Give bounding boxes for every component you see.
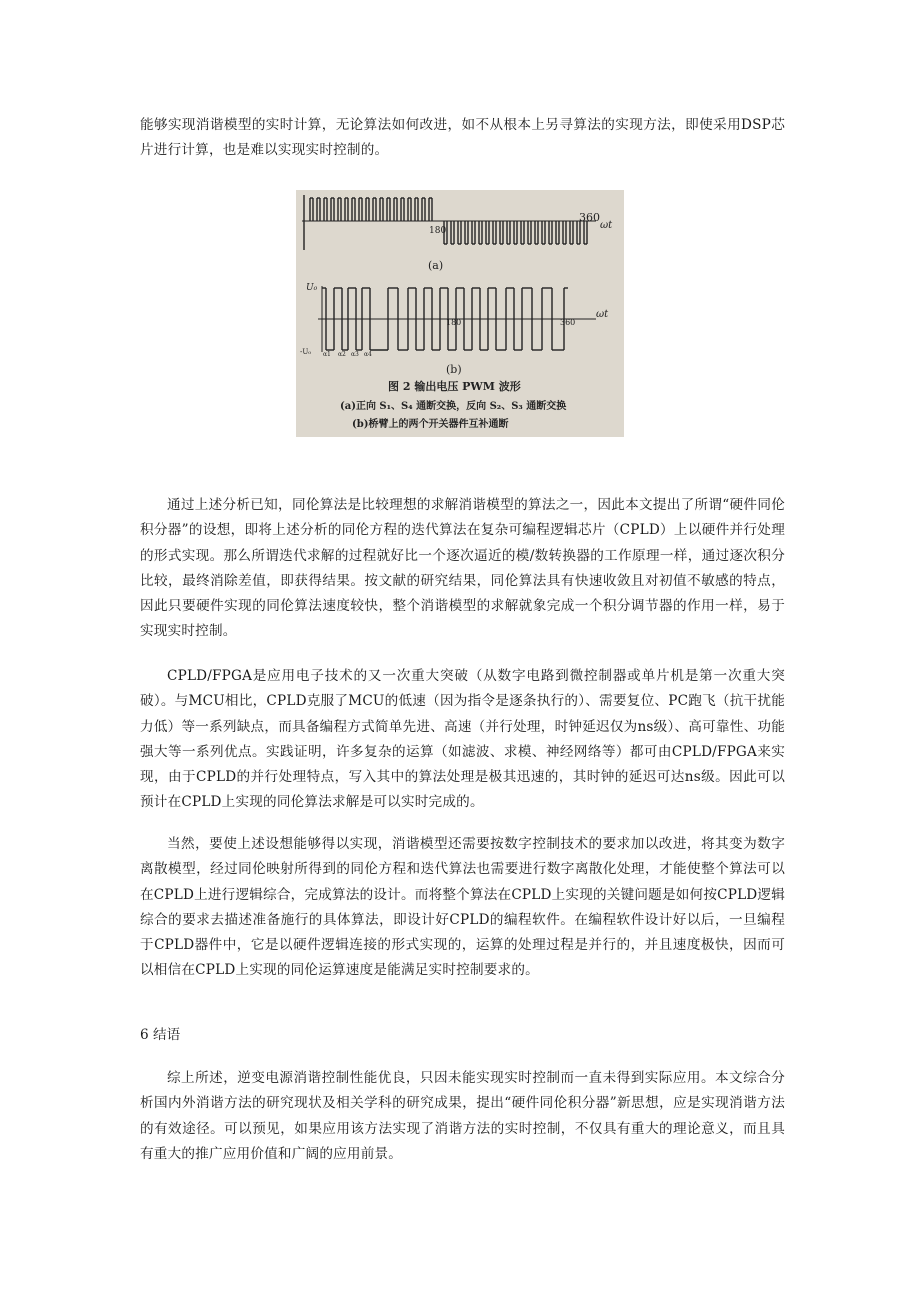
- paragraph-homotopy: 通过上述分析已知，同伦算法是比较理想的求解消谐模型的算法之一，因此本文提出了所谓“硬件同伦积分器”的设想，即将上述分析的同伦方程的迭代算法在复杂可编程逻辑芯片（CPLD）上以硬件并行处理的形式实现。那么所谓迭代求解的过程就好比一个逐次逼近的模/数转换器的工作原理一样，通过逐次积分比较，最终消除差值，即获得结果。按文献的研究结果，同伦算法具有快速收敛且对初值不敏感的特点，因此只要硬件实现的同伦算法速度较快，整个消谐模型的求解就象完成一个积分调节器的作用一样，易于实现实时控制。: [140, 497, 785, 640]
- alpha-label-4: α4: [364, 351, 372, 358]
- waveform-a: [304, 195, 587, 250]
- paragraph-conclusion: 综上所述，逆变电源消谐控制性能优良，只因未能实现实时控制而一直未得到实际应用。本文综合分析国内外消谐方法的研究现状及相关学科的研究成果，提出“硬件同伦积分器”新思想，应是实现消谐方法的有效途径。可以预见，如果应用该方法实现了消谐方法的实时控制，不仅具有重大的理论意义，而且具有重大的推广应用价值和广阔的应用前景。: [140, 1070, 785, 1162]
- paragraph-intro: 能够实现消谐模型的实时计算，无论算法如何改进，如不从根本上另寻算法的实现方法，即使采用DSP芯片进行计算，也是难以实现实时控制的。: [140, 117, 785, 159]
- section-heading-conclusion: 6 结语: [140, 1027, 181, 1043]
- tick-180-b: 180: [446, 318, 462, 327]
- alpha-label-1: α1: [323, 351, 331, 358]
- pwm-waveform-svg: [296, 190, 624, 437]
- alpha-label-2: α2: [338, 351, 346, 358]
- paragraph-implementation: 当然，要使上述设想能够得以实现，消谐模型还需要按数字控制技术的要求加以改进，将其变为数字离散模型，经过同伦映射所得到的同伦方程和迭代算法也需要进行数字离散化处理，才能使整个算法可以在CPLD上进行逻辑综合，完成算法的设计。而将整个算法在CPLD上实现的关键问题是如何按CPLD逻辑综合的要求去描述准备施行的具体算法，即设计好CPLD的编程软件。在编程软件设计好以后，一旦编程于CPLD器件中，它是以硬件逻辑连接的形式实现的，运算的处理过程是并行的，并且速度极快，因而可以相信在CPLD上实现的同伦运算速度是能满足实时控制要求的。: [140, 836, 785, 979]
- alpha-label-3: α3: [351, 351, 359, 358]
- axis-label-wt-a: ωt: [600, 220, 613, 231]
- axis-label-wt-b: ωt: [596, 309, 609, 320]
- label-a: (a): [428, 259, 444, 272]
- label-b: (b): [446, 363, 462, 376]
- paragraph-cpld: CPLD/FPGA是应用电子技术的又一次重大突破（从数字电路到微控制器或单片机是第一次重大突破）。与MCU相比，CPLD克服了MCU的低速（因为指令是逐条执行的）、需要复位、PC跑飞（抗干扰能力低）等一系列缺点，而具备编程方式简单先进、高速（并行处理，时钟延迟仅为ns级）、高可靠性、功能强大等一系列优点。实践证明，许多复杂的运算（如滤波、求模、神经网络等）都可由CPLD/FPGA来实现，由于CPLD的并行处理特点，写入其中的算法处理是极其迅速的，其时钟的延迟可达ns级。因此可以预计在CPLD上实现的同伦算法求解是可以实时完成的。: [140, 668, 785, 811]
- ylabel-b: U₀: [306, 283, 318, 293]
- figure-caption-b: (b)桥臂上的两个开关器件互补通断: [352, 419, 509, 430]
- neg-label-b: -U₀: [300, 348, 312, 356]
- figure-caption-a: (a)正向 S₁、S₄ 通断交换，反向 S₂、S₃ 通断交换: [340, 401, 567, 412]
- tick-180-a: 180: [429, 226, 447, 236]
- tick-360-b: 360: [560, 318, 576, 327]
- tick-360-a: 360: [579, 211, 600, 224]
- figure-caption-title: 图 2 输出电压 PWM 波形: [388, 380, 521, 393]
- pwm-waveform-figure: [296, 190, 624, 437]
